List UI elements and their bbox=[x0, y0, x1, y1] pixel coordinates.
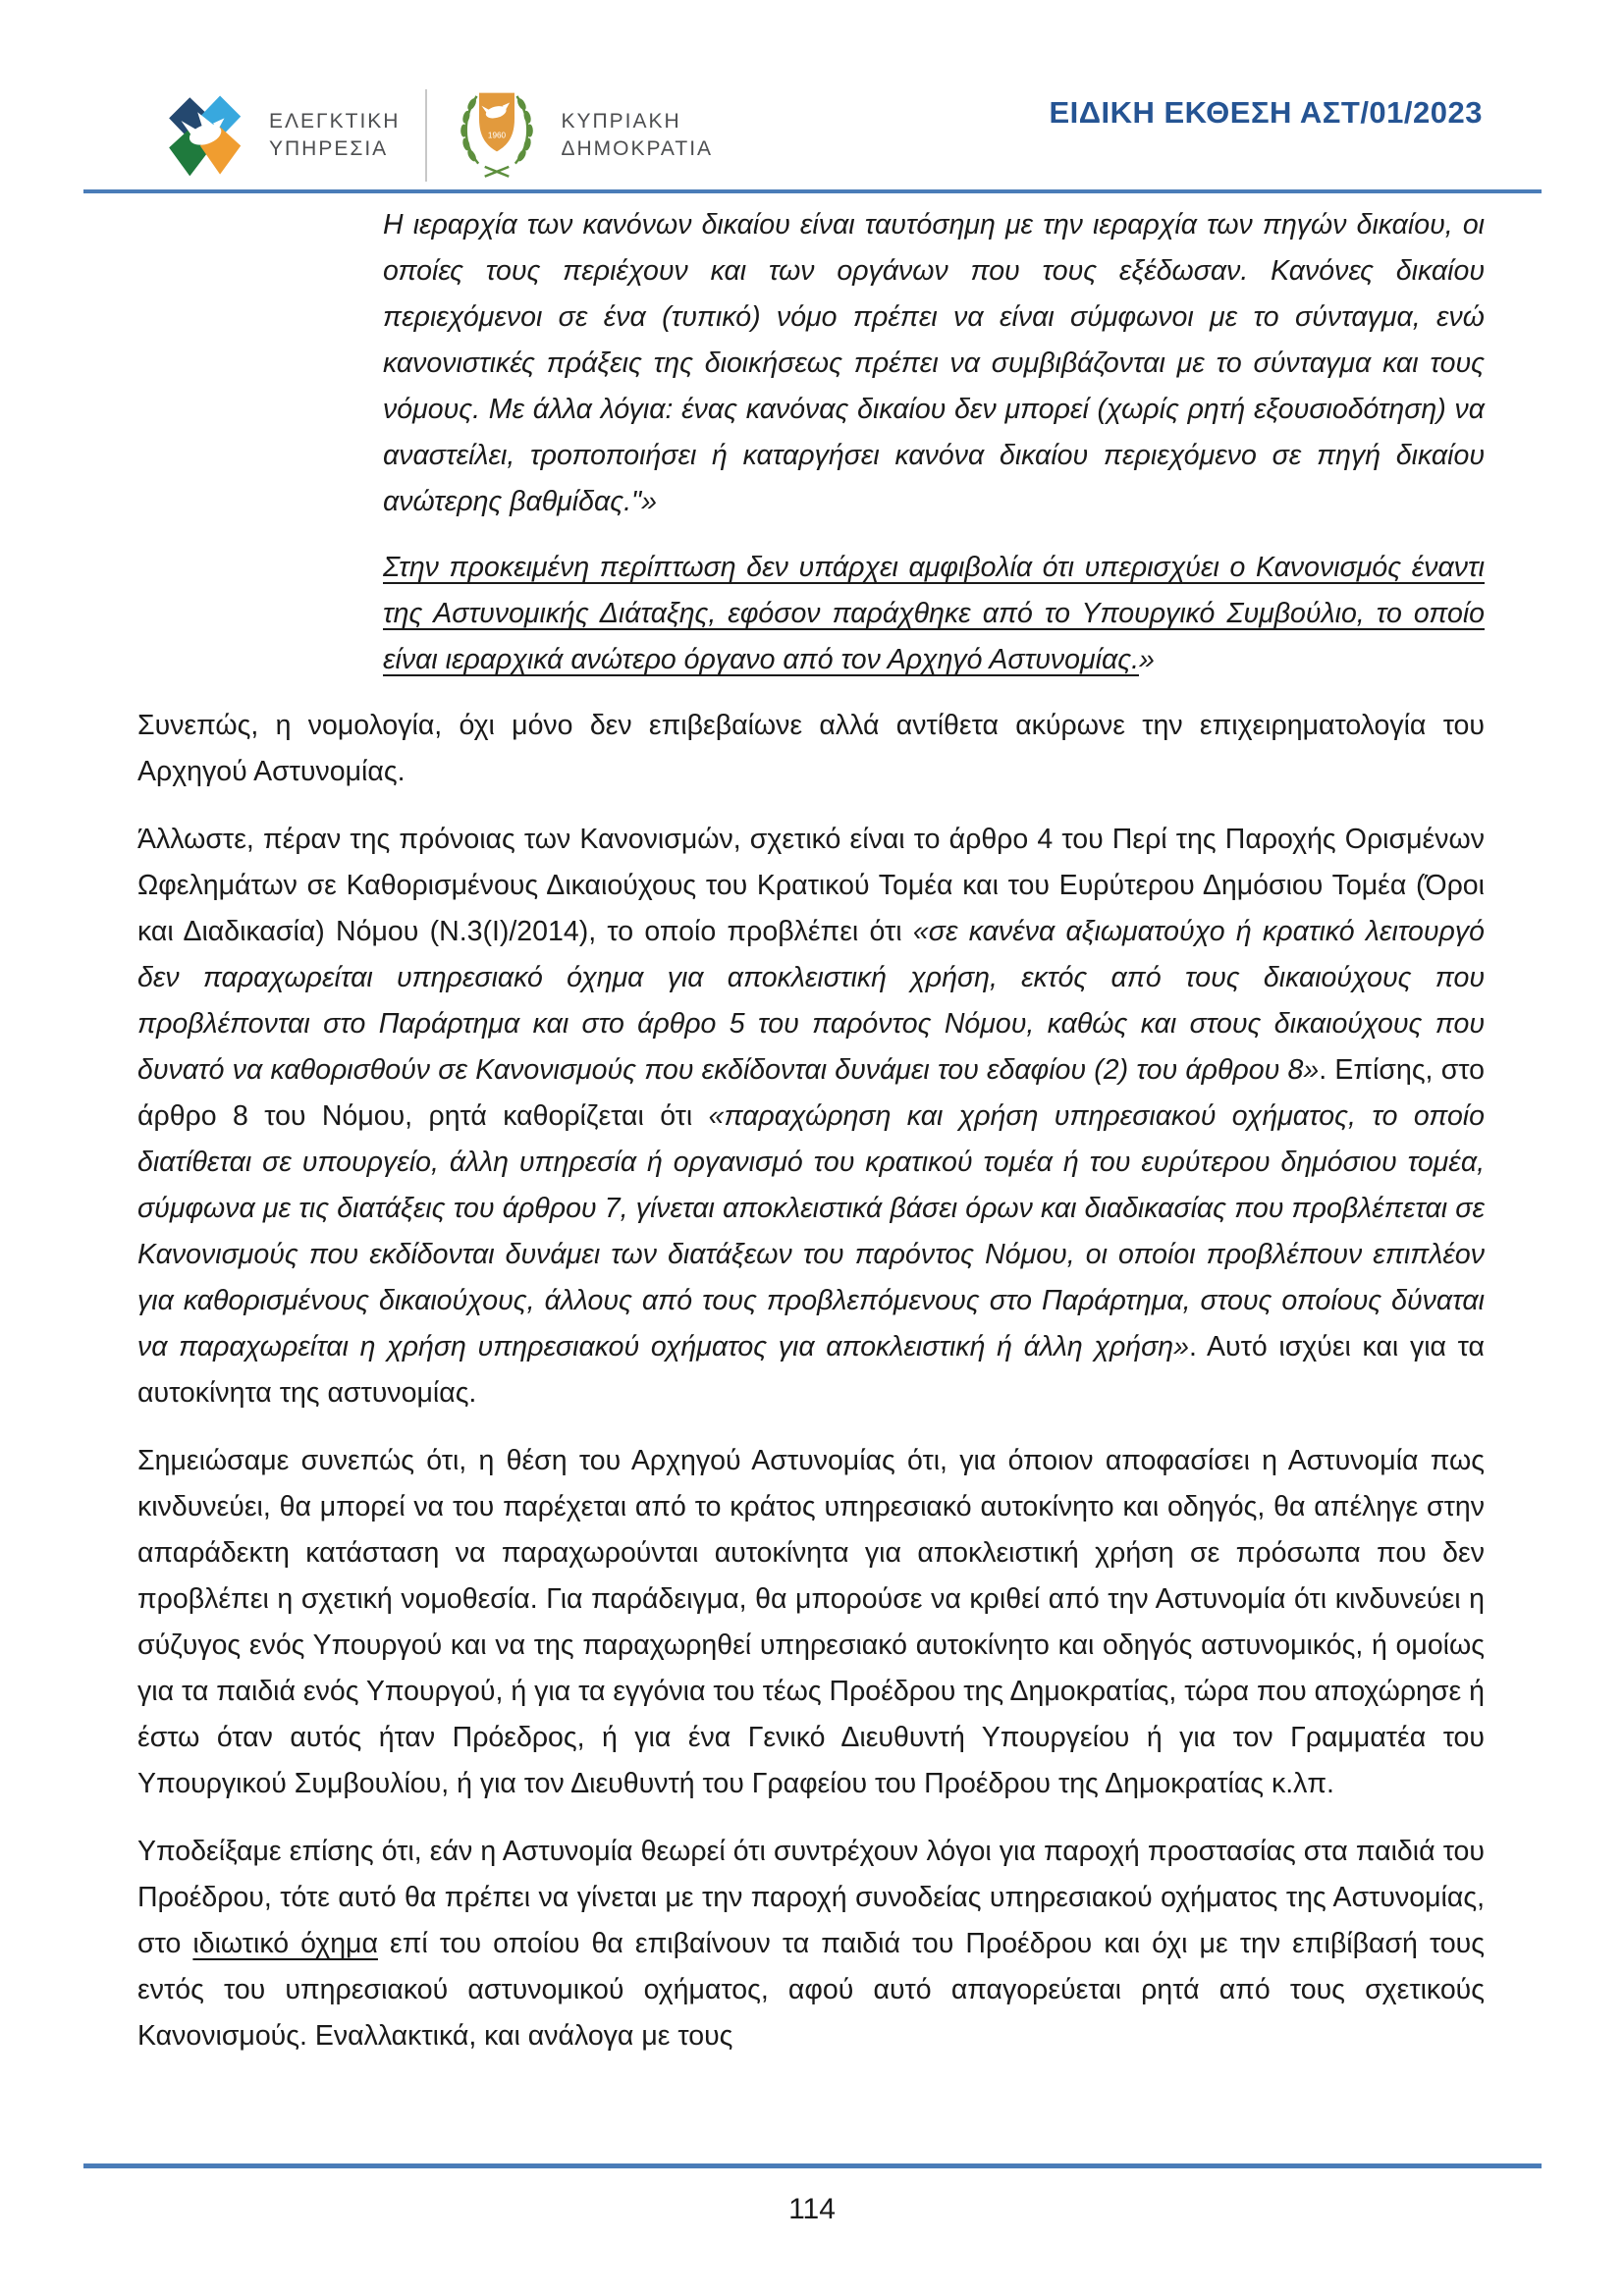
text-run: Συνεπώς, η νομολογία, όχι μόνο δεν επιβεβαίωνε αλλά αντίθετα ακύρωνε την επιχειρηματολογία του Αρχηγού Αστυνομίας. bbox=[137, 710, 1485, 787]
text-run: «παραχώρηση και χρήση υπηρεσιακού οχήματος, το οποίο διατίθεται σε υπουργείο, άλλη υπηρεσία ή οργανισμό του κρατικού τομέα ή του ευρύτερου δημόσιου τομέα, σύμφωνα με τις διατάξεις του άρθρου 7, γίνεται αποκλειστικά βάσει όρων και διαδικασίας που προβλέπεται σε Κανονισμούς που εκδίδονται δυνάμει των διατάξεων του παρόντος Νόμου, οι οποίοι προβλέπουν επιπλέον για καθορισμένους δικαιούχους, άλλους από τους προβλεπόμενους στο Παράρτημα, στους οποίους δύναται να παραχωρείται η χρήση υπηρεσιακού οχήματος για αποκλειστική ή άλλη χρήση» bbox=[137, 1100, 1485, 1362]
text-run: Υποδείξαμε επίσης ότι, εάν η Αστυνομία θεωρεί ότι συντρέχουν λόγοι για παροχή προστασίας στα παιδιά του Προέδρου, τότε αυτό θα πρέπει να γίνεται με την παροχή συνοδείας υπηρεσιακού οχήματος της Αστυνομίας, στο bbox=[137, 1836, 1485, 1959]
page-header-logos bbox=[163, 84, 713, 187]
logo-divider bbox=[425, 89, 427, 182]
header-rule bbox=[83, 189, 1542, 193]
cyprus-emblem-icon bbox=[453, 86, 541, 185]
audit-office-logo-icon bbox=[163, 90, 249, 181]
text-run: . Επίσης, στο άρθρο 8 του Νόμου, ρητά καθορίζεται ότι bbox=[137, 1054, 1486, 1132]
audit-office-name-line1: ΕΛΕΓΚΤΙΚΗ bbox=[269, 110, 401, 133]
report-code: ΕΙΔΙΚΗ ΕΚΘΕΣΗ ΑΣΤ/01/2023 bbox=[1049, 95, 1483, 130]
text-run: ιδιωτικό όχημα bbox=[192, 1928, 378, 1959]
text-run: Η ιεραρχία των κανόνων δικαίου είναι ταυτόσημη με την ιεραρχία των πηγών δικαίου, οι οποίες τους περιέχουν και των οργάνων που τους εξέδωσαν. Κανόνες δικαίου περιεχόμενοι σε ένα (τυπικό) νόμο πρέπει να είναι σύμφωνοι με το σύνταγμα, ενώ κανονιστικές πράξεις της διοικήσεως πρέπει να συμβιβάζονται με το σύνταγμα και τους νόμους. Με άλλα λόγια: ένας κανόνας δικαίου δεν μπορεί (χωρίς ρητή εξουσιοδότηση) να αναστείλει, τροποποιήσει ή καταργήσει κανόνα δικαίου περιεχόμενο σε πηγή δικαίου ανώτερης βαθμίδας."» bbox=[383, 209, 1485, 517]
text-run: επί του οποίου θα επιβαίνουν τα παιδιά του Προέδρου και όχι με την επιβίβασή τους εντός του υπηρεσιακού αστυνομικού οχήματος, αφού αυτό απαγορεύεται ρητά από τους σχετικούς Κανονισμούς. Εναλλακτικά, και ανάλογα με τους bbox=[137, 1928, 1485, 2052]
audit-office-logo-text bbox=[269, 108, 400, 163]
republic-logo-text bbox=[561, 108, 713, 163]
emblem-year-label: 1960 bbox=[488, 131, 507, 140]
text-run: » bbox=[1139, 644, 1155, 675]
body-paragraph-4 bbox=[137, 1829, 1485, 2059]
document-content bbox=[137, 202, 1485, 2081]
republic-name-line1: ΚΥΠΡΙΑΚΗ bbox=[561, 110, 681, 133]
audit-office-name-line2: ΥΠΗΡΕΣΙΑ bbox=[269, 137, 389, 160]
text-run: Άλλωστε, πέραν της πρόνοιας των Κανονισμών, σχετικό είναι το άρθρο 4 του Περί της Παροχής Ορισμένων Ωφελημάτων σε Καθορισμένους Δικαιούχους του Κρατικού Τομέα και του Ευρύτερου Δημόσιου Τομέα (Όροι και Διαδικασία) Νόμου (Ν.3(Ι)/2014), το οποίο προβλέπει ότι bbox=[137, 824, 1485, 947]
page-number: 114 bbox=[788, 2193, 836, 2225]
body-paragraph-1 bbox=[137, 703, 1485, 795]
footer-rule bbox=[83, 2163, 1542, 2168]
quote-paragraph-1 bbox=[383, 202, 1485, 525]
text-run: «σε κανένα αξιωματούχο ή κρατικό λειτουργό δεν παραχωρείται υπηρεσιακό όχημα για αποκλειστική χρήση, εκτός από τους δικαιούχους που προβλέπονται στο Παράρτημα και στο άρθρο 5 του παρόντος Νόμου, καθώς και στους δικαιούχους που δυνατό να καθορισθούν σε Κανονισμούς που εκδίδονται δυνάμει του εδαφίου (2) του άρθρου 8» bbox=[137, 916, 1485, 1086]
text-run: Σημειώσαμε συνεπώς ότι, η θέση του Αρχηγού Αστυνομίας ότι, για όποιον αποφασίσει η Αστυνομία πως κινδυνεύει, θα μπορεί να του παρέχεται από το κράτος υπηρεσιακό αυτοκίνητο και οδηγός, θα απέληγε στην απαράδεκτη κατάσταση να παραχωρούνται αυτοκίνητα για αποκλειστική χρήση σε πρόσωπα που δεν προβλέπει η σχετική νομοθεσία. Για παράδειγμα, θα μπορούσε να κριθεί από την Αστυνομία ότι κινδυνεύει η σύζυγος ενός Υπουργού και να της παραχωρηθεί υπηρεσιακό αυτοκίνητο και οδηγός αστυνομικός, ή ομοίως για τα παιδιά ενός Υπουργού, ή για τα εγγόνια του τέως Προέδρου της Δημοκρατίας, τώρα που αποχώρησε ή έστω όταν αυτός ήταν Πρόεδρος, ή για ένα Γενικό Διευθυντή Υπουργείου ή για τον Γραμματέα του Υπουργικού Συμβουλίου, ή για τον Διευθυντή του Γραφείου του Προέδρου της Δημοκρατίας κ.λπ. bbox=[137, 1445, 1485, 1799]
text-run: Στην προκειμένη περίπτωση δεν υπάρχει αμφιβολία ότι υπερισχύει ο Κανονισμός έναντι της Αστυνομικής Διάταξης, εφόσον παράχθηκε από το Υπουργικό Συμβούλιο, το οποίο είναι ιεραρχικά ανώτερο όργανο από τον Αρχηγό Αστυνομίας. bbox=[383, 552, 1485, 675]
text-run: . Αυτό ισχύει και για τα αυτοκίνητα της αστυνομίας. bbox=[137, 1331, 1485, 1409]
body-paragraph-2 bbox=[137, 817, 1485, 1416]
body-paragraph-3 bbox=[137, 1438, 1485, 1807]
quote-paragraph-2 bbox=[383, 545, 1485, 683]
republic-name-line2: ΔΗΜΟΚΡΑΤΙΑ bbox=[561, 137, 714, 160]
